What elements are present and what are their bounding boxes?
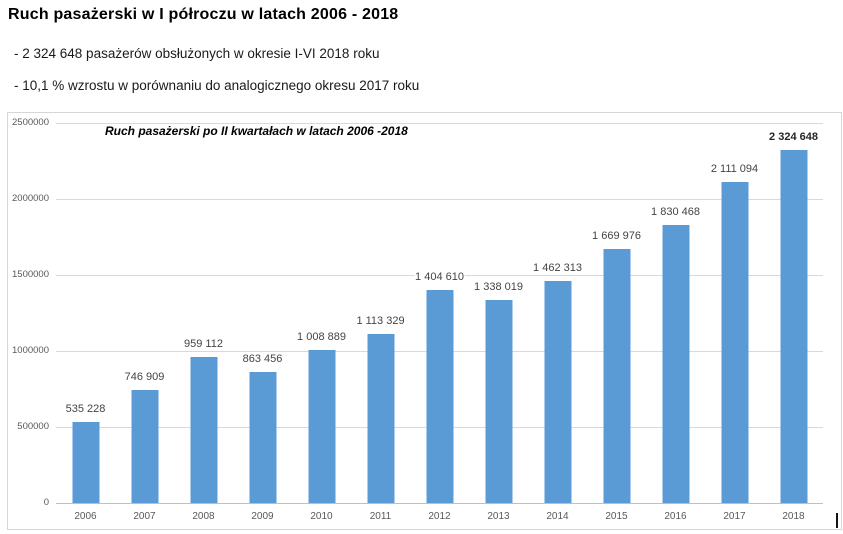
bar [544,281,571,503]
bar [426,290,453,504]
bar-column [233,123,292,503]
bar [603,249,630,503]
bar-value-label: 1 830 468 [651,205,700,218]
bar-value-label: 1 008 889 [297,330,346,343]
x-tick-label: 2007 [133,511,156,522]
x-tick-label: 2008 [192,511,215,522]
summary-bullet-growth: - 10,1 % wzrostu w porównaniu do analogicznego okresu 2017 roku [14,78,420,93]
bar-column [764,123,823,503]
x-tick-label: 2014 [546,511,569,522]
bar [780,150,807,503]
y-tick-label: 1000000 [12,345,49,356]
bar [367,334,394,503]
bar [249,372,276,503]
bar-value-label: 959 112 [184,338,223,351]
bar [485,300,512,503]
bar-value-label: 2 111 094 [710,163,759,176]
x-tick-label: 2015 [605,511,628,522]
bar-column [528,123,587,503]
bar-value-label: 746 909 [124,370,165,383]
bar-value-label: 1 113 329 [356,314,405,327]
bar-value-label: 1 462 313 [533,261,582,274]
bar-column [174,123,233,503]
bar-column [56,123,115,503]
bar [721,182,748,503]
bar-group [56,123,823,503]
x-tick-label: 2012 [428,511,451,522]
y-tick-label: 2500000 [12,117,49,128]
bar-value-label: 1 338 019 [474,280,523,293]
bar-value-label: 1 669 976 [592,230,641,243]
x-tick-label: 2006 [74,511,97,522]
bar [72,422,99,503]
bar-column [410,123,469,503]
bar-column [351,123,410,503]
bar [308,350,335,503]
y-tick-label: 0 [43,497,49,508]
bar-column [646,123,705,503]
summary-bullet-passengers: - 2 324 648 pasażerów obsłużonych w okresie I-VI 2018 roku [14,46,380,61]
y-tick-label: 2000000 [12,193,49,204]
x-tick-label: 2018 [782,511,805,522]
bar-column [587,123,646,503]
x-axis-labels [56,511,823,522]
bar-value-label: 1 404 610 [415,270,464,283]
chart-title: Ruch pasażerski po II kwartałach w latach 2006 -2018 [101,124,412,138]
page-title: Ruch pasażerski w I półroczu w latach 2006 - 2018 [8,6,399,23]
y-tick-label: 1500000 [12,269,49,280]
bar-column [292,123,351,503]
x-tick-label: 2009 [251,511,274,522]
y-tick-label: 500000 [17,421,49,432]
text-cursor [836,513,838,528]
x-tick-label: 2010 [310,511,333,522]
bar-value-label: 863 456 [242,352,283,365]
x-axis-line [56,503,823,504]
x-tick-label: 2013 [487,511,510,522]
bar [131,390,158,504]
bar [190,357,217,503]
x-tick-label: 2011 [369,511,392,522]
bar-value-label: 2 324 648 [769,130,818,143]
bar-column [705,123,764,503]
bar-column [469,123,528,503]
x-tick-label: 2016 [664,511,687,522]
bar [662,225,689,503]
bar-column [115,123,174,503]
bar-chart [7,112,842,530]
x-tick-label: 2017 [723,511,746,522]
bar-value-label: 535 228 [65,402,106,415]
